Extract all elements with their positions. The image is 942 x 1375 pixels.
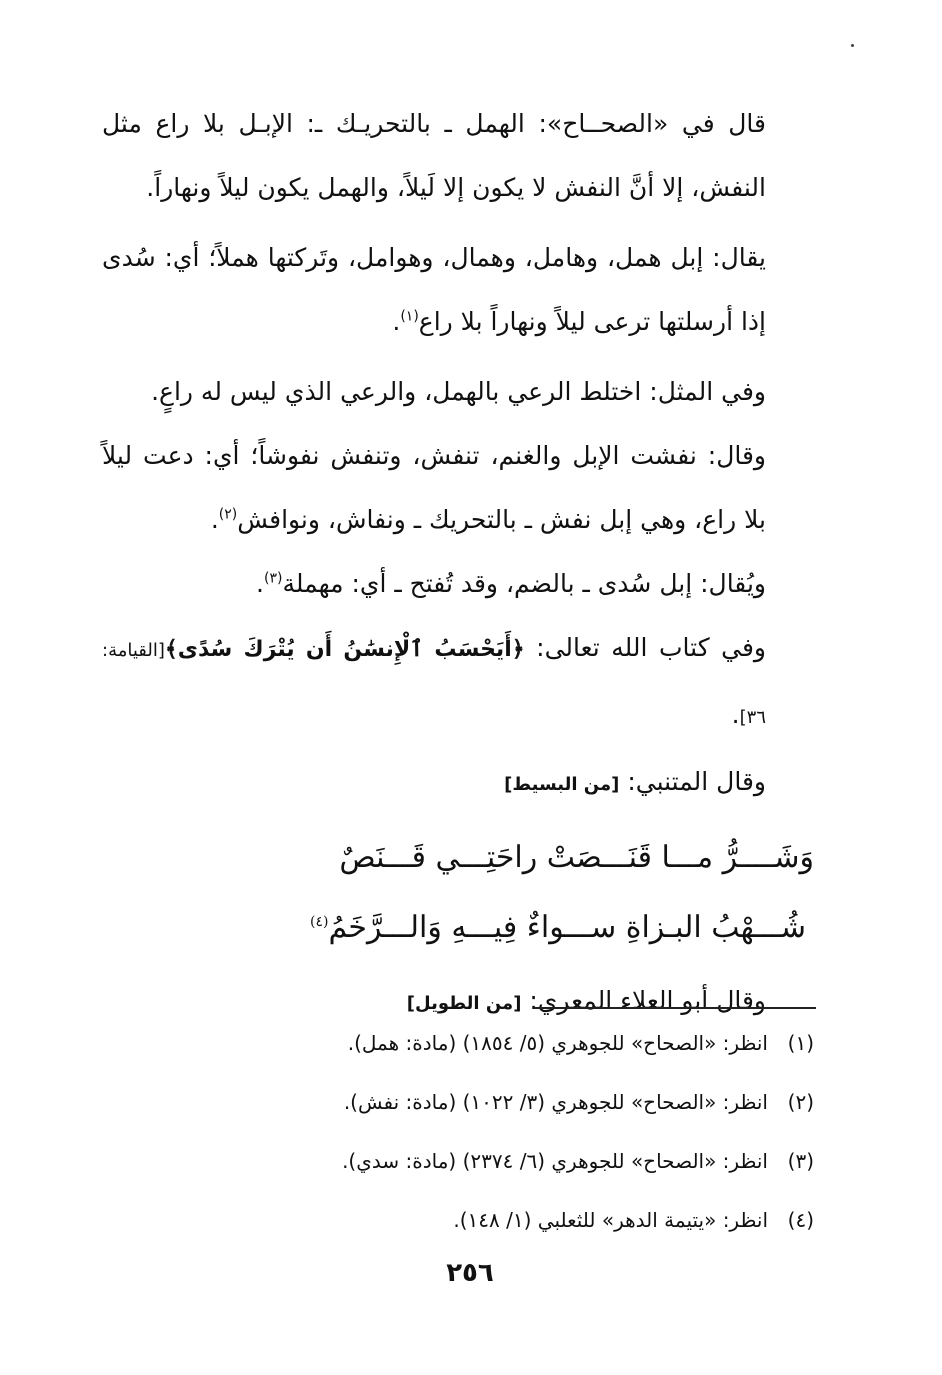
footnote-marker: (١): [400, 308, 419, 325]
paragraph-end: .: [731, 700, 740, 729]
footnote-text: انظر: «يتيمة الدهر» للثعلبي (١/ ١٤٨).: [453, 1208, 768, 1232]
paragraph-text: وقال المتنبي:: [627, 767, 766, 796]
paragraph-end: .: [210, 505, 219, 534]
verse-text: وَشَــــرُّ مـــا قَنَـــصَتْ راحَتِـــي قَـــنَصٌ: [339, 840, 814, 875]
footnote-item: [102, 1200, 814, 1259]
footnote-item: [102, 1082, 814, 1141]
footnote-marker: (٢): [218, 506, 238, 523]
scan-speck: [851, 44, 854, 47]
footnote-text: انظر: «الصحاح» للجوهري (٥/ ١٨٥٤) (مادة: همل).: [347, 1031, 768, 1055]
paragraph-nafash: [102, 424, 814, 552]
paragraph-end: .: [256, 569, 264, 598]
paragraph-mutanabbi: [102, 750, 814, 817]
footnote-item: [102, 1023, 814, 1082]
footnote-number: (٤): [787, 1208, 814, 1232]
paragraph-text: وقال أبو العلاء المعري:: [529, 986, 766, 1015]
paragraph-text: وفي المثل: اختلط الرعي بالهمل، والرعي الذي ليس له راعٍ.: [151, 377, 766, 406]
paragraph-text: يقال: إبل همل، وهامل، وهمال، وهوامل، وتَركتها هملاً؛ أي: سُدى إذا أرسلتها ترعى ليلاً ونهاراً بلا راع: [102, 243, 766, 336]
verse-text: شُـــهْبُ البـزاةِ ســـواءٌ فِيـــهِ وَالـــرَّخَمُ: [328, 910, 806, 945]
paragraph-suda: [102, 552, 814, 616]
footnote-item: [102, 1141, 814, 1200]
quran-verse: ﴿أَيَحْسَبُ ٱلْإِنسَٰنُ أَن يُتْرَكَ سُدًى﴾: [164, 637, 525, 662]
footnote-marker: (٤): [309, 914, 329, 930]
footnotes: [102, 1023, 814, 1259]
paragraph-mathal: [102, 360, 814, 424]
footnote-marker: (٣): [264, 570, 283, 587]
page-number: ٢٥٦: [446, 1258, 494, 1288]
footnote-number: (١): [787, 1031, 814, 1055]
footnote-divider: [534, 1007, 816, 1009]
poem-verse-first-hemistich: [102, 823, 814, 893]
footnote-text: انظر: «الصحاح» للجوهري (٣/ ١٠٢٢) (مادة: نفش).: [343, 1090, 768, 1114]
meter-label: [من الطويل]: [406, 993, 522, 1014]
paragraph-sihah-hamal: [102, 92, 814, 220]
paragraph-text: وقال: نفشت الإبل والغنم، تنفش، وتنفش نفوشاً؛ أي: دعت ليلاً بلا راع، وهي إبل نفش ـ بالتحريك ـ ونفاش، ونوافش: [102, 441, 766, 534]
paragraph-text: قال في «الصحــاح»: الهمل ـ بالتحريـك ـ: الإبـل بلا راع مثل النفش، إلا أنَّ النفش لا يكون إلا لَيلاً، والهمل يكون ليلاً ونهاراً.: [102, 109, 766, 202]
footnote-number: (٢): [787, 1090, 814, 1114]
poem-verse-second-hemistich: [102, 893, 814, 963]
footnote-number: (٣): [787, 1149, 814, 1173]
paragraph-end: .: [392, 307, 401, 336]
quran-reference: [القيامة: ٣٦]: [102, 640, 766, 728]
paragraph-text: وفي كتاب الله تعالى:: [536, 633, 766, 662]
paragraph-text: ويُقال: إبل سُدى ـ بالضم، وقد تُفتح ـ أي: مهملة: [282, 569, 766, 598]
meter-label: [من البسيط]: [504, 774, 620, 795]
main-text: [102, 92, 814, 1036]
paragraph-quran: [102, 616, 814, 750]
paragraph-ibil-hamal: [102, 226, 814, 354]
footnote-text: انظر: «الصحاح» للجوهري (٦/ ٢٣٧٤) (مادة: سدي).: [342, 1149, 768, 1173]
